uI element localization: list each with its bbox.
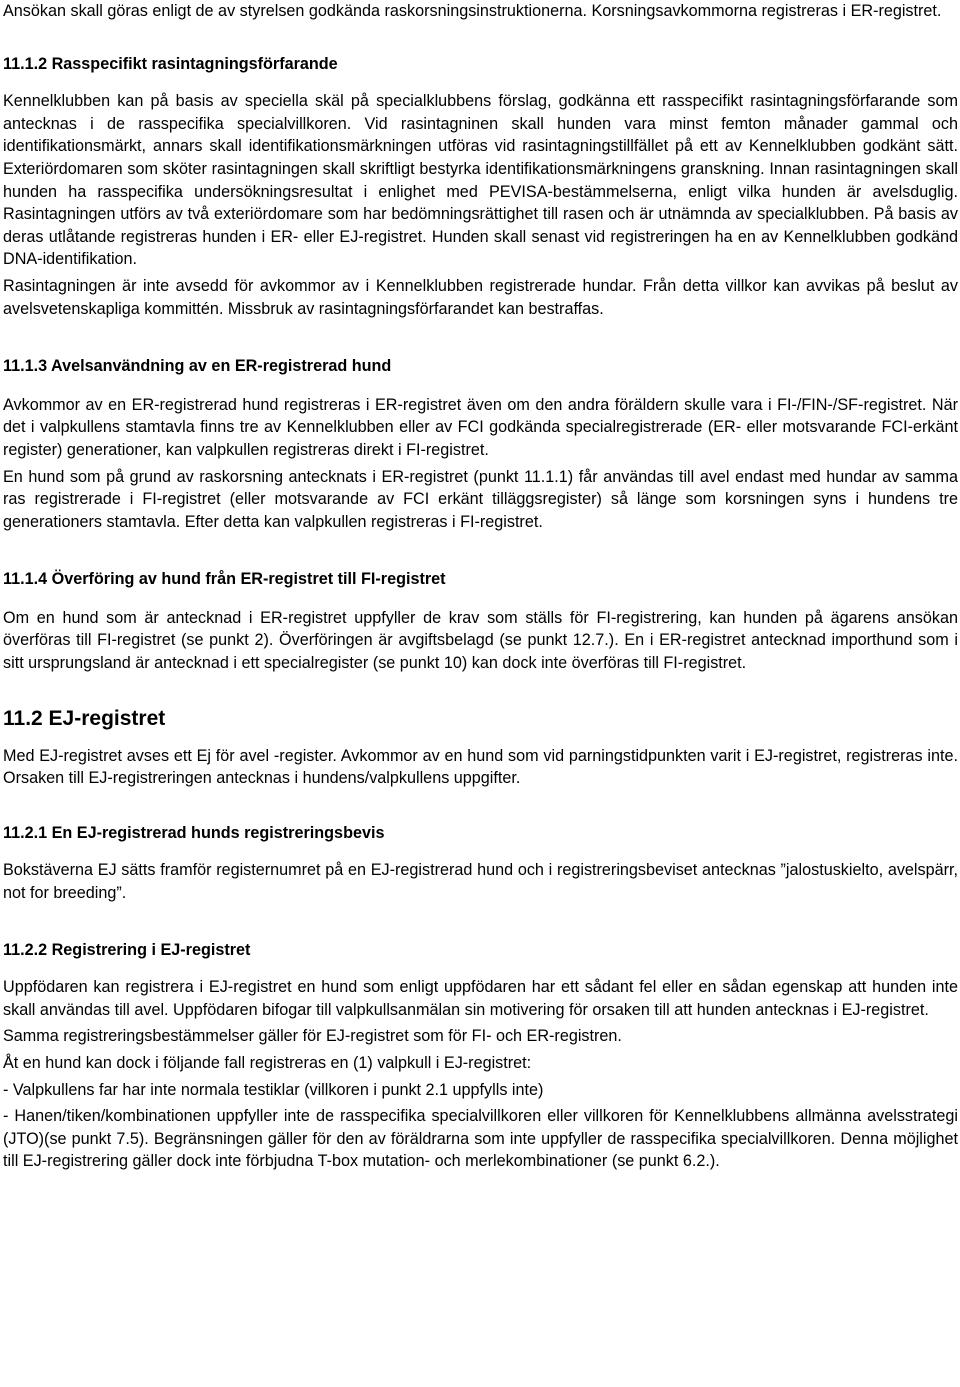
section-11-2-2-paragraph-1: Uppfödaren kan registrera i EJ-registret en hund som enligt uppfödaren har ett sådant fel eller en sådan egenskap att hunden inte skall användas till avel. Uppfödaren bifogar till valpkullsanmälan sin motivering för orsaken till att hunden antecknas i EJ-registret. <box>3 978 958 1019</box>
section-11-2-paragraph-1: Med EJ-registret avses ett Ej för avel -register. Avkommor av en hund som vid parningstidpunkten varit i EJ-registret, registreras inte. Orsaken till EJ-registreringen antecknas i hundens/valpkullens uppgifter. <box>3 746 958 788</box>
list-item: - Hanen/tiken/kombinationen uppfyller inte de rasspecifika specialvillkoren eller villkoren för Kennelklubbens allmänna avelsstrategi (JTO)(se punkt 7.5). Begränsningen gäller för den av föräldrarna som inte uppfyller de rasspecifika specialvillkoren. Denna möjlighet till EJ-registrering gäller dock inte förbjudna T-box mutation- och merlekombinationer (se punkt 6.2.). <box>3 1107 958 1171</box>
list-item: - Valpkullens far har inte normala testiklar (villkoren i punkt 2.1 uppfylls inte) <box>3 1080 544 1099</box>
section-11-2-2-paragraph-3: Åt en hund kan dock i följande fall registreras en (1) valpkull i EJ-registret: <box>3 1054 532 1072</box>
section-11-1-4-paragraph-1: Om en hund som är antecknad i ER-registret uppfyller de krav som ställs för FI-registrering, kan hunden på ägarens ansökan överföras till FI-registret (se punkt 2). Överföringen är avgiftsbelagd (se punkt 12.7.). En i ER-registret antecknad importhund som i sitt ursprungsland är antecknad i ett specialregister (se punkt 10) kan dock inte överföras till FI-registret. <box>3 608 958 673</box>
section-11-2-2-paragraph-2: Samma registreringsbestämmelser gäller för EJ-registret som för FI- och ER-registren. <box>3 1027 622 1046</box>
section-heading-11-1-2: 11.1.2 Rasspecifikt rasintagningsförfarande <box>3 54 338 73</box>
section-11-1-2-paragraph-1: Kennelklubben kan på basis av speciella skäl på specialklubbens förslag, godkänna ett rasspecifikt rasintagningsförfarande som antecknas i de rasspecifika specialvillkoren. Vid rasintagninen skall hunden vara minst femton månader gammal och identifikationsmärkt, annars skall identifikationsmärkningen utföras vid rasintagningstillfället på ett av Kennelklubben godkänt sätt. Exteriördomaren som sköter rasintagningen skall skriftligt bestyrka identifikationsmärkningens granskning. Innan rasintagningen skall hunden ha rasspecifika undersökningsresultat i enlighet med PEVISA-bestämmelserna, enligt vilka hunden är avelsduglig. Rasintagningen utförs av två exteriördomare som har bedömningsrättighet till rasen och är utnämnda av specialklubben. På basis av deras utlåtande registreras hunden i ER- eller EJ-registret. Hunden skall senast vid registreringen ha en av Kennelklubben godkänd DNA-identifikation. <box>3 92 958 269</box>
section-heading-11-2: 11.2 EJ-registret <box>3 706 166 730</box>
section-11-2-1-paragraph-1: Bokstäverna EJ sätts framför registernumret på en EJ-registrerad hund och i registreringsbeviset antecknas ”jalostuskielto, avelspärr, not for breeding”. <box>3 861 958 903</box>
section-11-1-3-paragraph-2: En hund som på grund av raskorsning antecknats i ER-registret (punkt 11.1.1) får användas till avel endast med hundar av samma ras registrerade i FI-registret (eller motsvarande av FCI erkänt tilläggsregister) så länge som korsningen syns i hundens tre generationers stamtavla. Efter detta kan valpkullen registreras i FI-registret. <box>3 467 958 531</box>
section-heading-11-2-2: 11.2.2 Registrering i EJ-registret <box>3 940 251 959</box>
section-11-1-2-paragraph-2: Rasintagningen är inte avsedd för avkommor av i Kennelklubben registrerade hundar. Från detta villkor kan avvikas på beslut av avelsvetenskapliga kommittén. Missbruk av rasintagningsförfarandet kan bestraffas. <box>3 276 958 318</box>
intro-paragraph: Ansökan skall göras enligt de av styrelsen godkända raskorsningsinstruktionerna. Korsningsavkommorna registreras i ER-registret. <box>3 2 942 20</box>
section-11-1-3-paragraph-1: Avkommor av en ER-registrerad hund registreras i ER-registret även om den andra föräldern skulle vara i FI-/FIN-/SF-registret. När det i valpkullens stamtavla finns tre av Kennelklubben eller av FCI godkända specialregistrerade (ER- eller motsvarande FCI-erkänt register) generationer, kan valpkullen registreras direkt i FI-registret. <box>3 395 958 459</box>
section-heading-11-2-1: 11.2.1 En EJ-registrerad hunds registreringsbevis <box>3 823 385 842</box>
section-heading-11-1-4: 11.1.4 Överföring av hund från ER-registret till FI-registret <box>3 570 446 589</box>
section-heading-11-1-3: 11.1.3 Avelsanvändning av en ER-registrerad hund <box>3 357 392 376</box>
